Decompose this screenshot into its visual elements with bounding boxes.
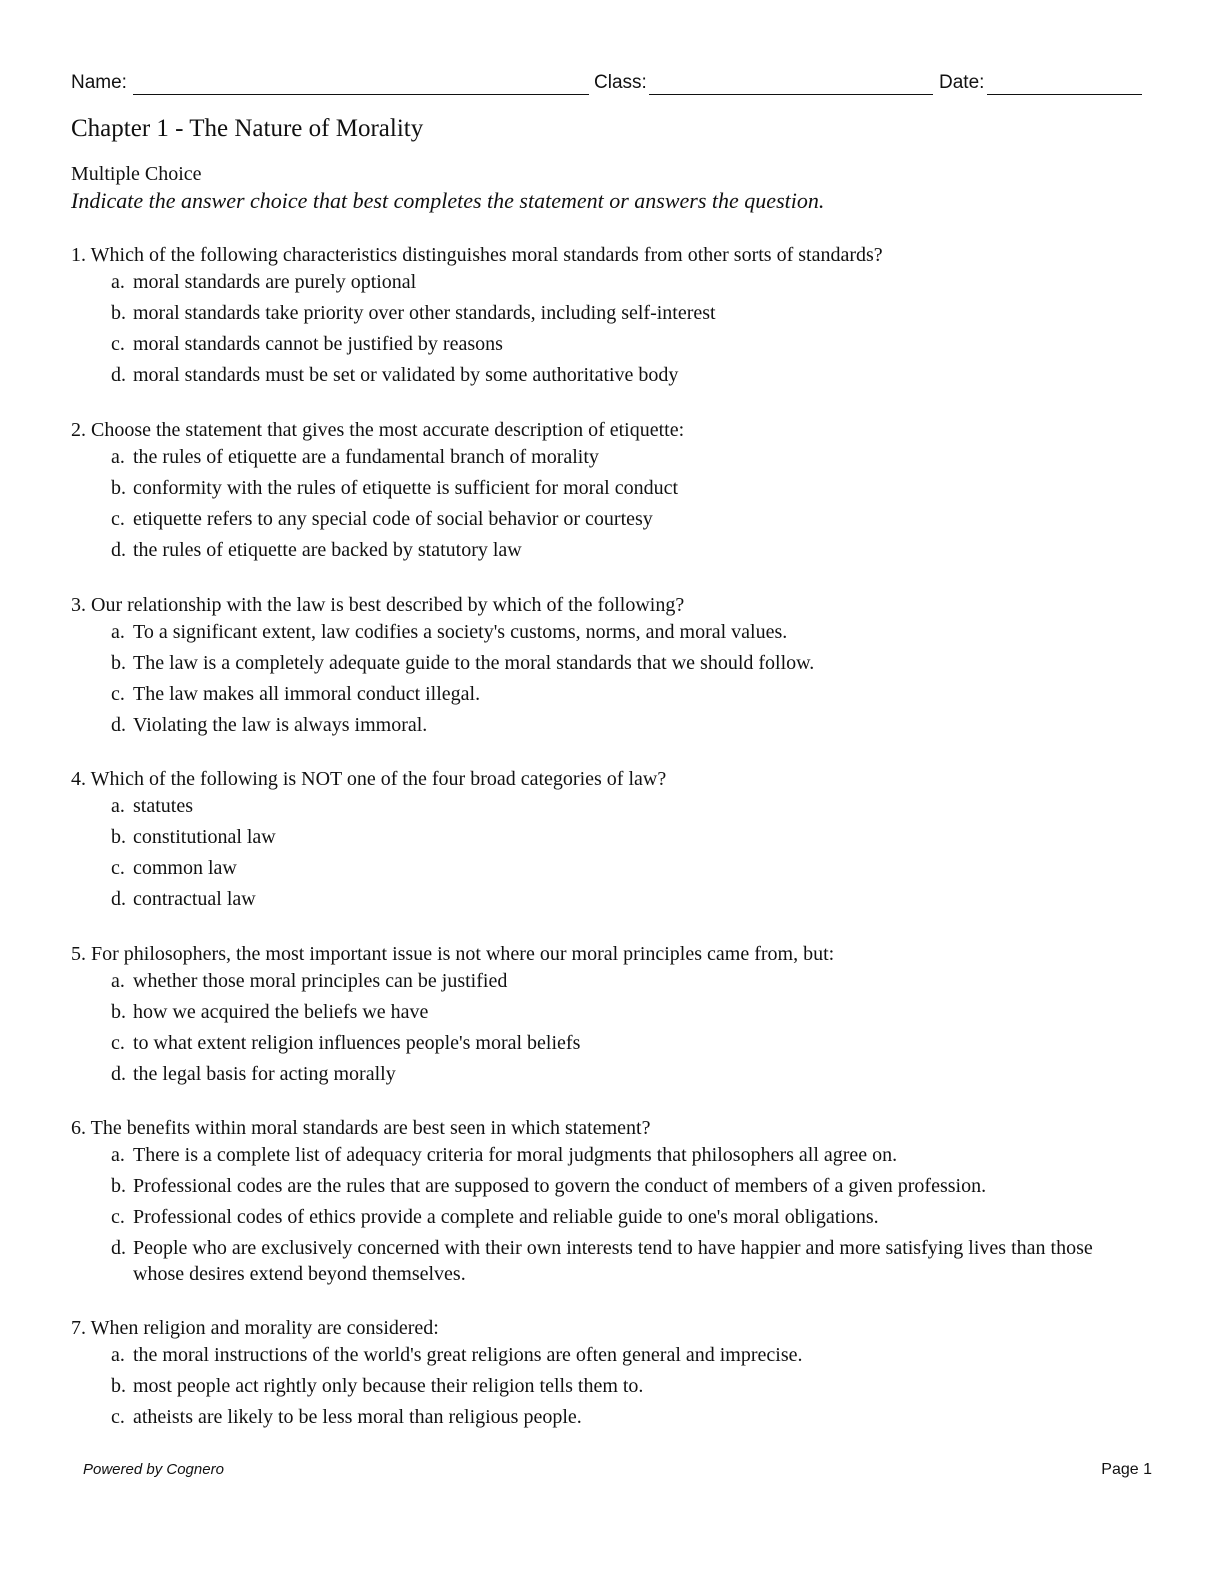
choice-letter: d.: [111, 539, 126, 561]
choice-text: To a significant extent, law codifies a society's customs, norms, and moral values.: [133, 621, 788, 643]
choice-letter: d.: [111, 714, 126, 736]
choice-text: atheists are likely to be less moral than religious people.: [133, 1406, 582, 1428]
choice-text: etiquette refers to any special code of social behavior or courtesy: [133, 508, 653, 530]
choice-text: whether those moral principles can be justified: [133, 970, 508, 992]
choice-text: The law is a completely adequate guide to the moral standards that we should follow.: [133, 652, 815, 674]
question-stem: 4. Which of the following is NOT one of the four broad categories of law?: [71, 768, 667, 790]
choice-letter: d.: [111, 1063, 126, 1085]
choice-text: statutes: [133, 795, 193, 817]
page-number: Page 1: [1101, 1461, 1152, 1478]
choice-letter: a.: [111, 795, 125, 817]
choice-3d[interactable]: [111, 712, 1121, 738]
choice-letter: d.: [111, 1237, 126, 1259]
choice-letter: c.: [111, 857, 125, 879]
choice-letter: a.: [111, 446, 125, 468]
question-stem: 2. Choose the statement that gives the most accurate description of etiquette:: [71, 419, 685, 441]
choice-6b[interactable]: [111, 1173, 1121, 1199]
question-6: [71, 1114, 1151, 1285]
choice-2d[interactable]: [111, 537, 1121, 563]
question-stem: 5. For philosophers, the most important issue is not where our moral principles came from, but:: [71, 943, 835, 965]
choice-6c[interactable]: [111, 1204, 1121, 1230]
choice-7a[interactable]: [111, 1342, 1121, 1368]
date-label: Date:: [939, 72, 985, 93]
choice-text: Professional codes are the rules that are supposed to govern the conduct of members of a given profession.: [133, 1175, 987, 1197]
choice-7c[interactable]: [111, 1404, 1121, 1430]
name-label: Name:: [71, 72, 127, 93]
choice-letter: c.: [111, 1406, 125, 1428]
choice-5c[interactable]: [111, 1030, 1121, 1056]
student-info-header: [71, 70, 1143, 98]
choice-text: common law: [133, 857, 237, 879]
choice-letter: b.: [111, 826, 126, 848]
question-stem: 6. The benefits within moral standards are best seen in which statement?: [71, 1117, 651, 1139]
question-stem: 3. Our relationship with the law is best described by which of the following?: [71, 594, 685, 616]
choice-3a[interactable]: [111, 619, 1121, 645]
choice-letter: c.: [111, 508, 125, 530]
question-5: [71, 940, 1151, 1085]
question-4: [71, 765, 1151, 910]
question-stem: 1. Which of the following characteristics distinguishes moral standards from other sorts of standards?: [71, 244, 883, 266]
choice-2b[interactable]: [111, 475, 1121, 501]
choice-text: the moral instructions of the world's great religions are often general and imprecise.: [133, 1344, 803, 1366]
choice-letter: a.: [111, 621, 125, 643]
choice-letter: b.: [111, 652, 126, 674]
choice-letter: b.: [111, 1175, 126, 1197]
choice-letter: c.: [111, 333, 125, 355]
choice-5d[interactable]: [111, 1061, 1121, 1087]
class-label: Class:: [594, 72, 647, 93]
choice-text: The law makes all immoral conduct illegal.: [133, 683, 481, 705]
choice-text: moral standards must be set or validated by some authoritative body: [133, 364, 679, 386]
choice-text: Professional codes of ethics provide a complete and reliable guide to one's moral obligations.: [133, 1206, 879, 1228]
choice-5a[interactable]: [111, 968, 1121, 994]
choice-letter: a.: [111, 1144, 125, 1166]
choice-text: contractual law: [133, 888, 256, 910]
question-2: [71, 416, 1151, 561]
choice-letter: a.: [111, 1344, 125, 1366]
choice-3b[interactable]: [111, 650, 1121, 676]
choice-text: moral standards are purely optional: [133, 271, 417, 293]
choice-text: There is a complete list of adequacy criteria for moral judgments that philosophers all agree on.: [133, 1144, 898, 1166]
choice-letter: b.: [111, 1001, 126, 1023]
choice-letter: d.: [111, 888, 126, 910]
class-field-line[interactable]: [649, 94, 933, 95]
choice-1c[interactable]: [111, 331, 1121, 357]
choice-5b[interactable]: [111, 999, 1121, 1025]
choice-text: People who are exclusively concerned with their own interests tend to have happier and more satisfying lives than those whose desires extend beyond themselves.: [133, 1237, 1093, 1285]
choice-2c[interactable]: [111, 506, 1121, 532]
date-field-line[interactable]: [987, 94, 1142, 95]
powered-by-footer: Powered by Cognero: [83, 1461, 224, 1478]
choice-text: the legal basis for acting morally: [133, 1063, 396, 1085]
choice-letter: b.: [111, 1375, 126, 1397]
choice-text: the rules of etiquette are backed by statutory law: [133, 539, 522, 561]
section-title: Multiple Choice: [71, 163, 202, 185]
choice-1b[interactable]: [111, 300, 1121, 326]
choice-6d[interactable]: [111, 1235, 1101, 1287]
question-7: [71, 1314, 1151, 1428]
choice-4b[interactable]: [111, 824, 1121, 850]
choice-letter: a.: [111, 271, 125, 293]
choice-6a[interactable]: [111, 1142, 1121, 1168]
question-stem: 7. When religion and morality are considered:: [71, 1317, 439, 1339]
question-1: [71, 241, 1151, 386]
chapter-title: Chapter 1 - The Nature of Morality: [71, 115, 424, 142]
choice-2a[interactable]: [111, 444, 1121, 470]
choice-text: conformity with the rules of etiquette is sufficient for moral conduct: [133, 477, 679, 499]
choice-letter: d.: [111, 364, 126, 386]
choice-1a[interactable]: [111, 269, 1121, 295]
choice-text: Violating the law is always immoral.: [133, 714, 428, 736]
choice-text: to what extent religion influences people's moral beliefs: [133, 1032, 581, 1054]
choice-4d[interactable]: [111, 886, 1121, 912]
choice-4a[interactable]: [111, 793, 1121, 819]
choice-text: constitutional law: [133, 826, 276, 848]
choice-3c[interactable]: [111, 681, 1121, 707]
choice-letter: c.: [111, 1032, 125, 1054]
choice-letter: b.: [111, 302, 126, 324]
choice-text: how we acquired the beliefs we have: [133, 1001, 429, 1023]
choice-text: moral standards cannot be justified by reasons: [133, 333, 503, 355]
choice-text: the rules of etiquette are a fundamental branch of morality: [133, 446, 599, 468]
choice-letter: c.: [111, 1206, 125, 1228]
choice-text: moral standards take priority over other standards, including self-interest: [133, 302, 716, 324]
name-field-line[interactable]: [133, 94, 589, 95]
instructions: Indicate the answer choice that best completes the statement or answers the question.: [71, 188, 825, 213]
choice-text: most people act rightly only because their religion tells them to.: [133, 1375, 644, 1397]
choice-7b[interactable]: [111, 1373, 1121, 1399]
choice-letter: c.: [111, 683, 125, 705]
choice-letter: a.: [111, 970, 125, 992]
choice-letter: b.: [111, 477, 126, 499]
choice-1d[interactable]: [111, 362, 1121, 388]
choice-4c[interactable]: [111, 855, 1121, 881]
question-3: [71, 591, 1151, 736]
